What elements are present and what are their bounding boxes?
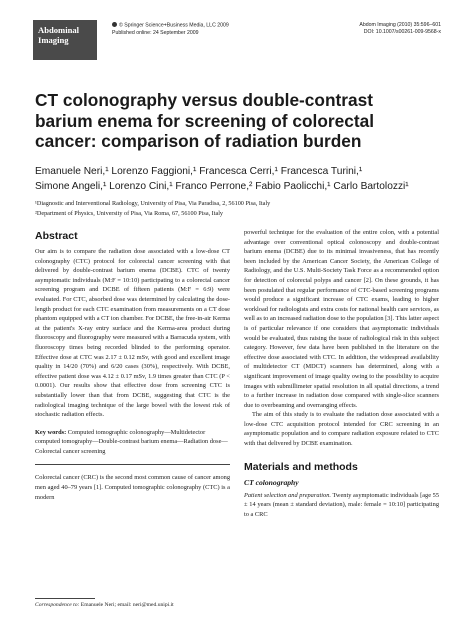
left-column xyxy=(35,230,230,502)
abstract-text: Our aim is to compare the radiation dose associated with a low-dose CT colonography (CTC) protocol for colorectal cancer screening with that delivered by double-contrast barium enema (DCBE). CTC of twenty asymptomatic individuals (M:F = 10:10) participating to a colorectal cancer screening program and DCBE of fifteen patients (M:F = 6:9) were evaluated. For CTC, absorbed dose was determined by calculating the dose-length product for each CTC examination from measurements on a CT dose phantom equipped with a CT ion chamber. For DCBE, the free-in-air Kerma at the patient's X-ray entry surface and the Kerma-area product during fluoroscopy and fluorography were measured with a Barracuda system, with fluoroscopy times being recorded blinded to the performing operator. Effective dose at CTC was 2.17 ± 0.12 mSv, with good and excellent image quality in 14/20 (70%) and 6/20 cases (30%), respectively. With DCBE, effective patient dose was 4.12 ± 0.17 mSv, 1.9 times greater than CTC (P < 0.0001). Our results show that effective dose from screening CTC is substantially lower than that from DCBE, suggesting that CTC is the radiological imaging technique of the large bowel with the lowest risk of stochastic radiation effects. xyxy=(35,248,230,419)
footnote-text: Emanuele Neri; email: neri@med.unipi.it xyxy=(80,602,174,608)
methods-heading: Materials and methods xyxy=(244,460,358,473)
keywords xyxy=(35,428,230,457)
affiliation-1: ¹Diagnostic and Interventional Radiology, University of Pisa, Via Paradisa, 2, 56100 Pisa, Italy xyxy=(35,200,271,207)
citation: Abdom Imaging (2010) 35:596–601 xyxy=(359,22,441,28)
aim-paragraph: The aim of this study is to evaluate the radiation dose associated with a low-dose CTC acquisition protocol intended for CRC screening in an asymptomatic population and to compare radiation exposure related to CTC with that delivered by DCBE examination. xyxy=(244,411,439,448)
methods-paragraph xyxy=(244,491,439,520)
authors xyxy=(35,165,445,194)
journal-badge xyxy=(33,20,97,60)
published-online: Published online: 24 September 2009 xyxy=(112,29,199,36)
abstract-divider xyxy=(35,464,230,465)
keywords-text: Computed tomographic colonography—Multidetector computed tomography—Double-contrast barium enema—Radiation dose—Colorectal cancer screening xyxy=(35,428,228,455)
intro-continued: powerful technique for the evaluation of the entire colon, with a potential advantage over conventional optical colonoscopy and double-contrast barium enema (DCBE) due to its minimal invasiveness, that has recently been included by the American Cancer Society, the American College of Radiology, and the U.S. Multi-Society Task Force as a recommended option for detection of colorectal polyps and cancer [2]. On these grounds, it has been postulated that regular performance of CTC-based screening programs would produce a significant increase of CTC exams, leading to higher workload for radiologists and extra costs for national health care services, as well as to an increased radiation dose to the population [3]. This latter aspect is of particular relevance if one considers that asymptomatic individuals would be evaluated, thus raising the issue of radiological risk in this subject category. However, few data have been published in the literature on the effective dose associated with CTC. In addition, the widespread availability of multidetector CT (MDCT) scanners has determined, along with a significant improvement of image quality owing to the possibility to acquire images with submillimeter spatial resolution in all spatial directions, a trend to a further increase in radiation dose compared with single-slice scanners due to overbeaming and overranging effects. xyxy=(244,229,439,409)
affiliations xyxy=(35,199,445,218)
doi: DOI: 10.1007/s00261-009-9568-x xyxy=(363,29,441,36)
ct-colonography-subheading: CT colonography xyxy=(244,477,299,487)
article-title: CT colonography versus double-contrast barium enema for screening of colorectal cancer: comparison of radiation burden xyxy=(35,90,375,151)
abstract-heading: Abstract xyxy=(35,230,78,242)
footnote xyxy=(35,602,230,610)
patient-selection-lead: Patient selection and preparation. xyxy=(244,491,331,499)
right-column xyxy=(244,228,439,519)
citation-info xyxy=(359,22,441,36)
intro-paragraph: Colorectal cancer (CRC) is the second most common cause of cancer among men aged 40–79 years [1]. Computed tomographic colonography (CTC) is a modern xyxy=(35,474,230,501)
authors-line1: Emanuele Neri,¹ Lorenzo Faggioni,¹ Francesca Cerri,¹ Francesca Turini,¹ xyxy=(35,166,363,177)
authors-line2: Simone Angeli,¹ Lorenzo Cini,¹ Franco Perrone,² Fabio Paolicchi,¹ Carlo Bartolozzi¹ xyxy=(35,180,409,192)
springer-logo-icon xyxy=(112,22,117,27)
journal-badge-line2: Imaging xyxy=(38,35,69,45)
keywords-label: Key words: xyxy=(35,428,67,436)
publisher-info xyxy=(112,22,229,37)
methods-text: Twenty asymptomatic individuals [age 55 ± 14 years (mean ± standard deviation), male: female = 10:10] participating to a CRC xyxy=(244,491,439,518)
publisher-line: © Springer Science+Business Media, LLC 2009 xyxy=(112,22,229,30)
journal-badge-line1: Abdominal xyxy=(38,25,80,35)
affiliation-2: ²Department of Physics, University of Pisa, Via Roma, 67, 56100 Pisa, Italy xyxy=(35,209,224,217)
footnote-divider xyxy=(35,598,95,599)
footnote-label: Correspondence to: xyxy=(35,602,80,608)
